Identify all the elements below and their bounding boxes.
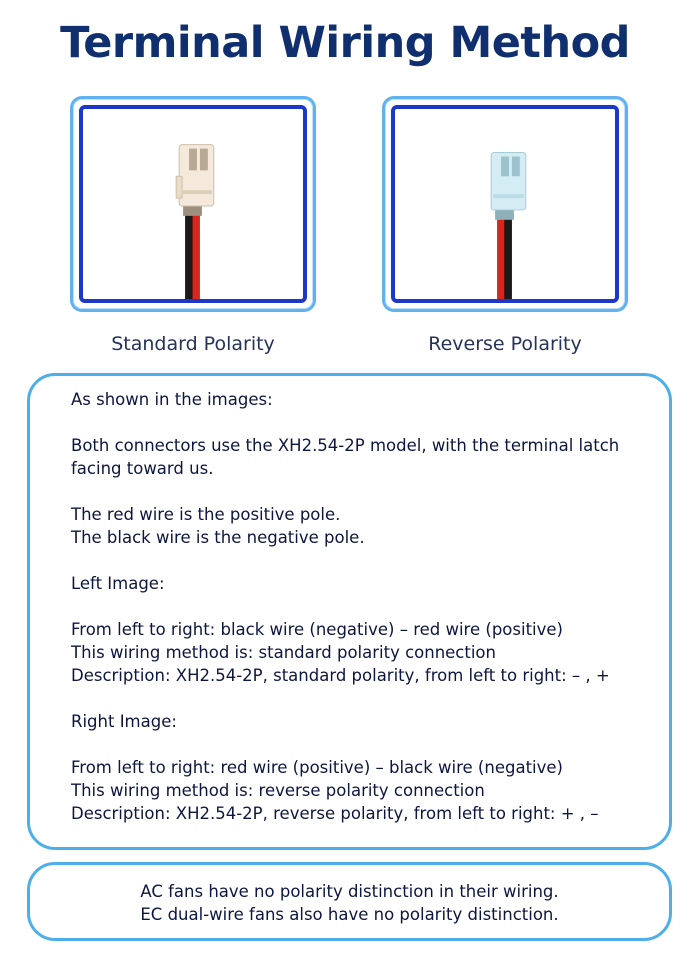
left-image-heading: Left Image: [71, 574, 165, 593]
reverse-connector-illustration [395, 109, 615, 299]
standard-connector-illustration [83, 109, 303, 299]
right-description-line: Description: XH2.54-2P, reverse polarity, from left to right: + , – [71, 804, 599, 823]
intro-line: As shown in the images: [71, 390, 273, 409]
black-wire [185, 213, 192, 299]
model-line-1: Both connectors use the XH2.54-2P model, with the terminal latch [71, 436, 620, 455]
description-box [27, 373, 672, 850]
left-description-line: Description: XH2.54-2P, standard polarity, from left to right: – , + [71, 666, 610, 685]
description-text [71, 388, 651, 825]
right-method-line: This wiring method is: reverse polarity connection [71, 781, 485, 800]
black-wire [505, 218, 512, 299]
note-line-1: AC fans have no polarity distinction in their wiring. [140, 882, 559, 901]
model-line-2: facing toward us. [71, 459, 214, 478]
note-text [30, 880, 669, 926]
note-line-2: EC dual-wire fans also have no polarity distinction. [140, 905, 559, 924]
red-wire [193, 213, 200, 299]
standard-polarity-caption: Standard Polarity [111, 333, 275, 355]
left-order-line: From left to right: black wire (negative) – red wire (positive) [71, 620, 563, 639]
standard-polarity-photo [79, 105, 307, 303]
left-method-line: This wiring method is: standard polarity connection [71, 643, 496, 662]
right-order-line: From left to right: red wire (positive) – black wire (negative) [71, 758, 563, 777]
red-wire [497, 218, 504, 299]
reverse-polarity-photo [391, 105, 619, 303]
page-title: Terminal Wiring Method [60, 18, 630, 68]
black-pole-line: The black wire is the negative pole. [71, 528, 365, 547]
reverse-polarity-caption: Reverse Polarity [428, 333, 582, 355]
note-box [27, 862, 672, 941]
reverse-polarity-image [382, 96, 628, 312]
standard-polarity-image [70, 96, 316, 312]
red-pole-line: The red wire is the positive pole. [71, 505, 341, 524]
right-image-heading: Right Image: [71, 712, 177, 731]
